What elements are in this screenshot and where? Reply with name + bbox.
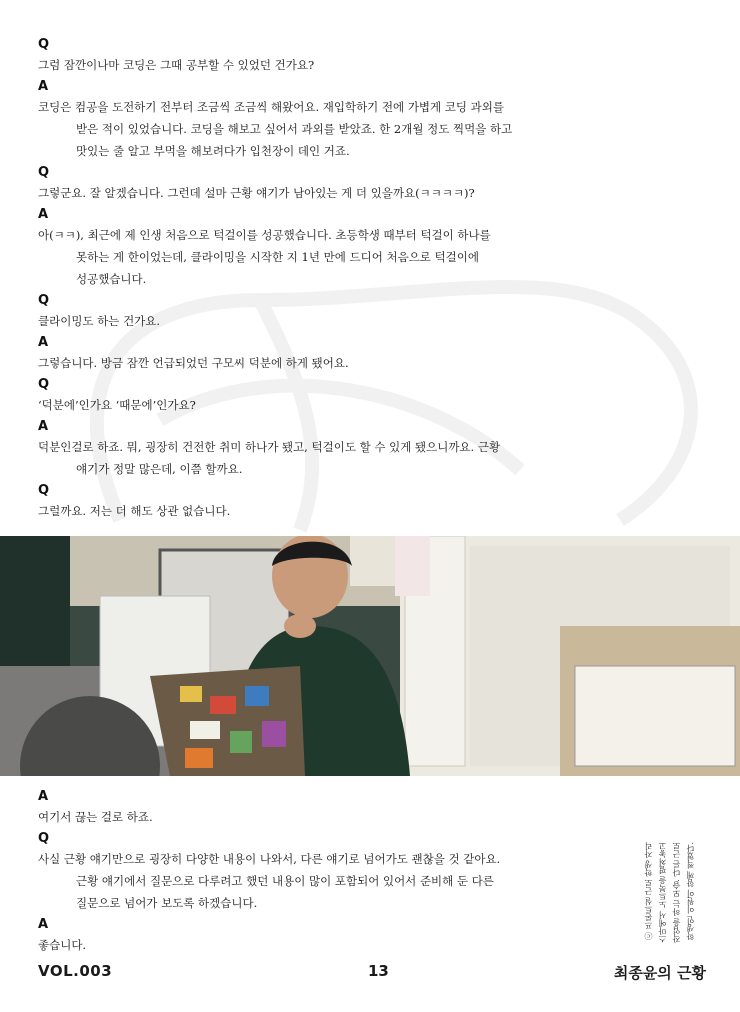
- text-line: 좋습니다.: [38, 938, 87, 952]
- question: [38, 482, 558, 522]
- question-label: Q: [38, 377, 50, 392]
- question-label: Q: [38, 293, 50, 308]
- text-line: 클라이밍도 하는 건가요.: [38, 314, 161, 328]
- interview-section-bottom: [38, 788, 558, 958]
- text-line: 코딩은 컴공을 도전하기 전부터 조금씩 조금씩 해왔어요. 재입학하기 전에 가볍게 코딩 과외를: [38, 100, 505, 114]
- answer-label: A: [38, 419, 49, 434]
- question-label: Q: [38, 165, 50, 180]
- question: [38, 36, 558, 76]
- text-line: 그럴까요. 저는 더 해도 상관 없습니다.: [38, 504, 231, 518]
- text-line: 사실 근황 얘기만으로 굉장히 다양한 내용이 나와서, 다른 얘기로 넘어가도 괜찮을 것 같아요.: [38, 852, 501, 866]
- interview-section-top: [38, 36, 558, 524]
- answer-text: [38, 934, 558, 956]
- question-label: Q: [38, 831, 50, 846]
- article-title: 최종윤의 근황: [613, 964, 706, 982]
- answer-label: A: [38, 207, 49, 222]
- answer-text: [38, 806, 558, 828]
- answer-label: A: [38, 917, 49, 932]
- question-text: [38, 394, 558, 416]
- caption-line-4: 학생인 이원이 함께 찍혔다.: [686, 842, 695, 941]
- answer: [38, 334, 558, 374]
- caption-line-1: ⓒ 프론트실 근로 학생 자리: [644, 842, 653, 941]
- answer: [38, 418, 558, 480]
- question: [38, 830, 558, 914]
- text-line: 덕분인걸로 하죠. 뭐, 굉장히 건전한 취미 하나가 됐고, 턱걸이도 할 수 있게 됐으니까요. 근황: [38, 440, 501, 454]
- text-line: 성공했습니다.: [76, 272, 147, 286]
- question: [38, 292, 558, 332]
- text-line: 얘기가 정말 많은데, 이쯤 할까요.: [76, 462, 243, 476]
- text-line: 그렇습니다. 방금 잠깐 언급되었던 구모씨 덕분에 하게 됐어요.: [38, 356, 349, 370]
- question: [38, 376, 558, 416]
- answer-text: [38, 352, 558, 374]
- caption-line-3: 작업을 하는 모습. 다른 근로: [672, 842, 681, 943]
- question-text: [38, 310, 558, 332]
- photo-caption: [644, 842, 708, 952]
- volume-label: VOL.003: [38, 962, 113, 980]
- answer-label: A: [38, 79, 49, 94]
- text-line: 여기서 끊는 걸로 하죠.: [38, 810, 153, 824]
- text-line: 아(ㅋㅋ), 최근에 제 인생 처음으로 턱걸이를 성공했습니다. 초등학생 때부터 턱걸이 하나를: [38, 228, 491, 242]
- answer: [38, 788, 558, 828]
- answer: [38, 78, 558, 162]
- text-line: 맛있는 줄 알고 부먹을 해보려다가 입천장이 데인 거죠.: [76, 144, 350, 158]
- question-text: [38, 848, 558, 914]
- text-line: 그렇군요. 잘 알겠습니다. 그런데 설마 근황 얘기가 남아있는 게 더 있을까요(ㅋㅋㅋㅋ)?: [38, 186, 475, 200]
- answer-label: A: [38, 789, 49, 804]
- photo: [0, 536, 740, 776]
- answer: [38, 916, 558, 956]
- text-line: 질문으로 넘어가 보도록 하겠습니다.: [76, 896, 258, 910]
- answer-text: [38, 224, 558, 290]
- photo-illustration: [0, 536, 740, 776]
- text-line: 근황 얘기에서 질문으로 다루려고 했던 내용이 많이 포함되어 있어서 준비해 둔 다른: [76, 874, 494, 888]
- question: [38, 164, 558, 204]
- question-text: [38, 500, 558, 522]
- text-line: 그럼 잠깐이나마 코딩은 그때 공부할 수 있었던 건가요?: [38, 58, 315, 72]
- answer-text: [38, 436, 558, 480]
- page-footer: [38, 962, 706, 988]
- question-label: Q: [38, 483, 50, 498]
- question-label: Q: [38, 37, 50, 52]
- answer: [38, 206, 558, 290]
- page-number: 13: [368, 962, 389, 980]
- question-text: [38, 54, 558, 76]
- text-line: 못하는 게 한이었는데, 클라이밍을 시작한 지 1년 만에 드디어 처음으로 턱걸이에: [76, 250, 480, 264]
- question-text: [38, 182, 558, 204]
- answer-text: [38, 96, 558, 162]
- answer-label: A: [38, 335, 49, 350]
- text-line: ‘덕분에’인가요 ‘때문에’인가요?: [38, 398, 196, 412]
- text-line: 받은 적이 있었습니다. 코딩을 해보고 싶어서 과외를 받았죠. 한 2개월 정도 찍먹을 하고: [76, 122, 513, 136]
- caption-line-2: 스마에서 노트북을 펼쳐놓고: [658, 842, 667, 944]
